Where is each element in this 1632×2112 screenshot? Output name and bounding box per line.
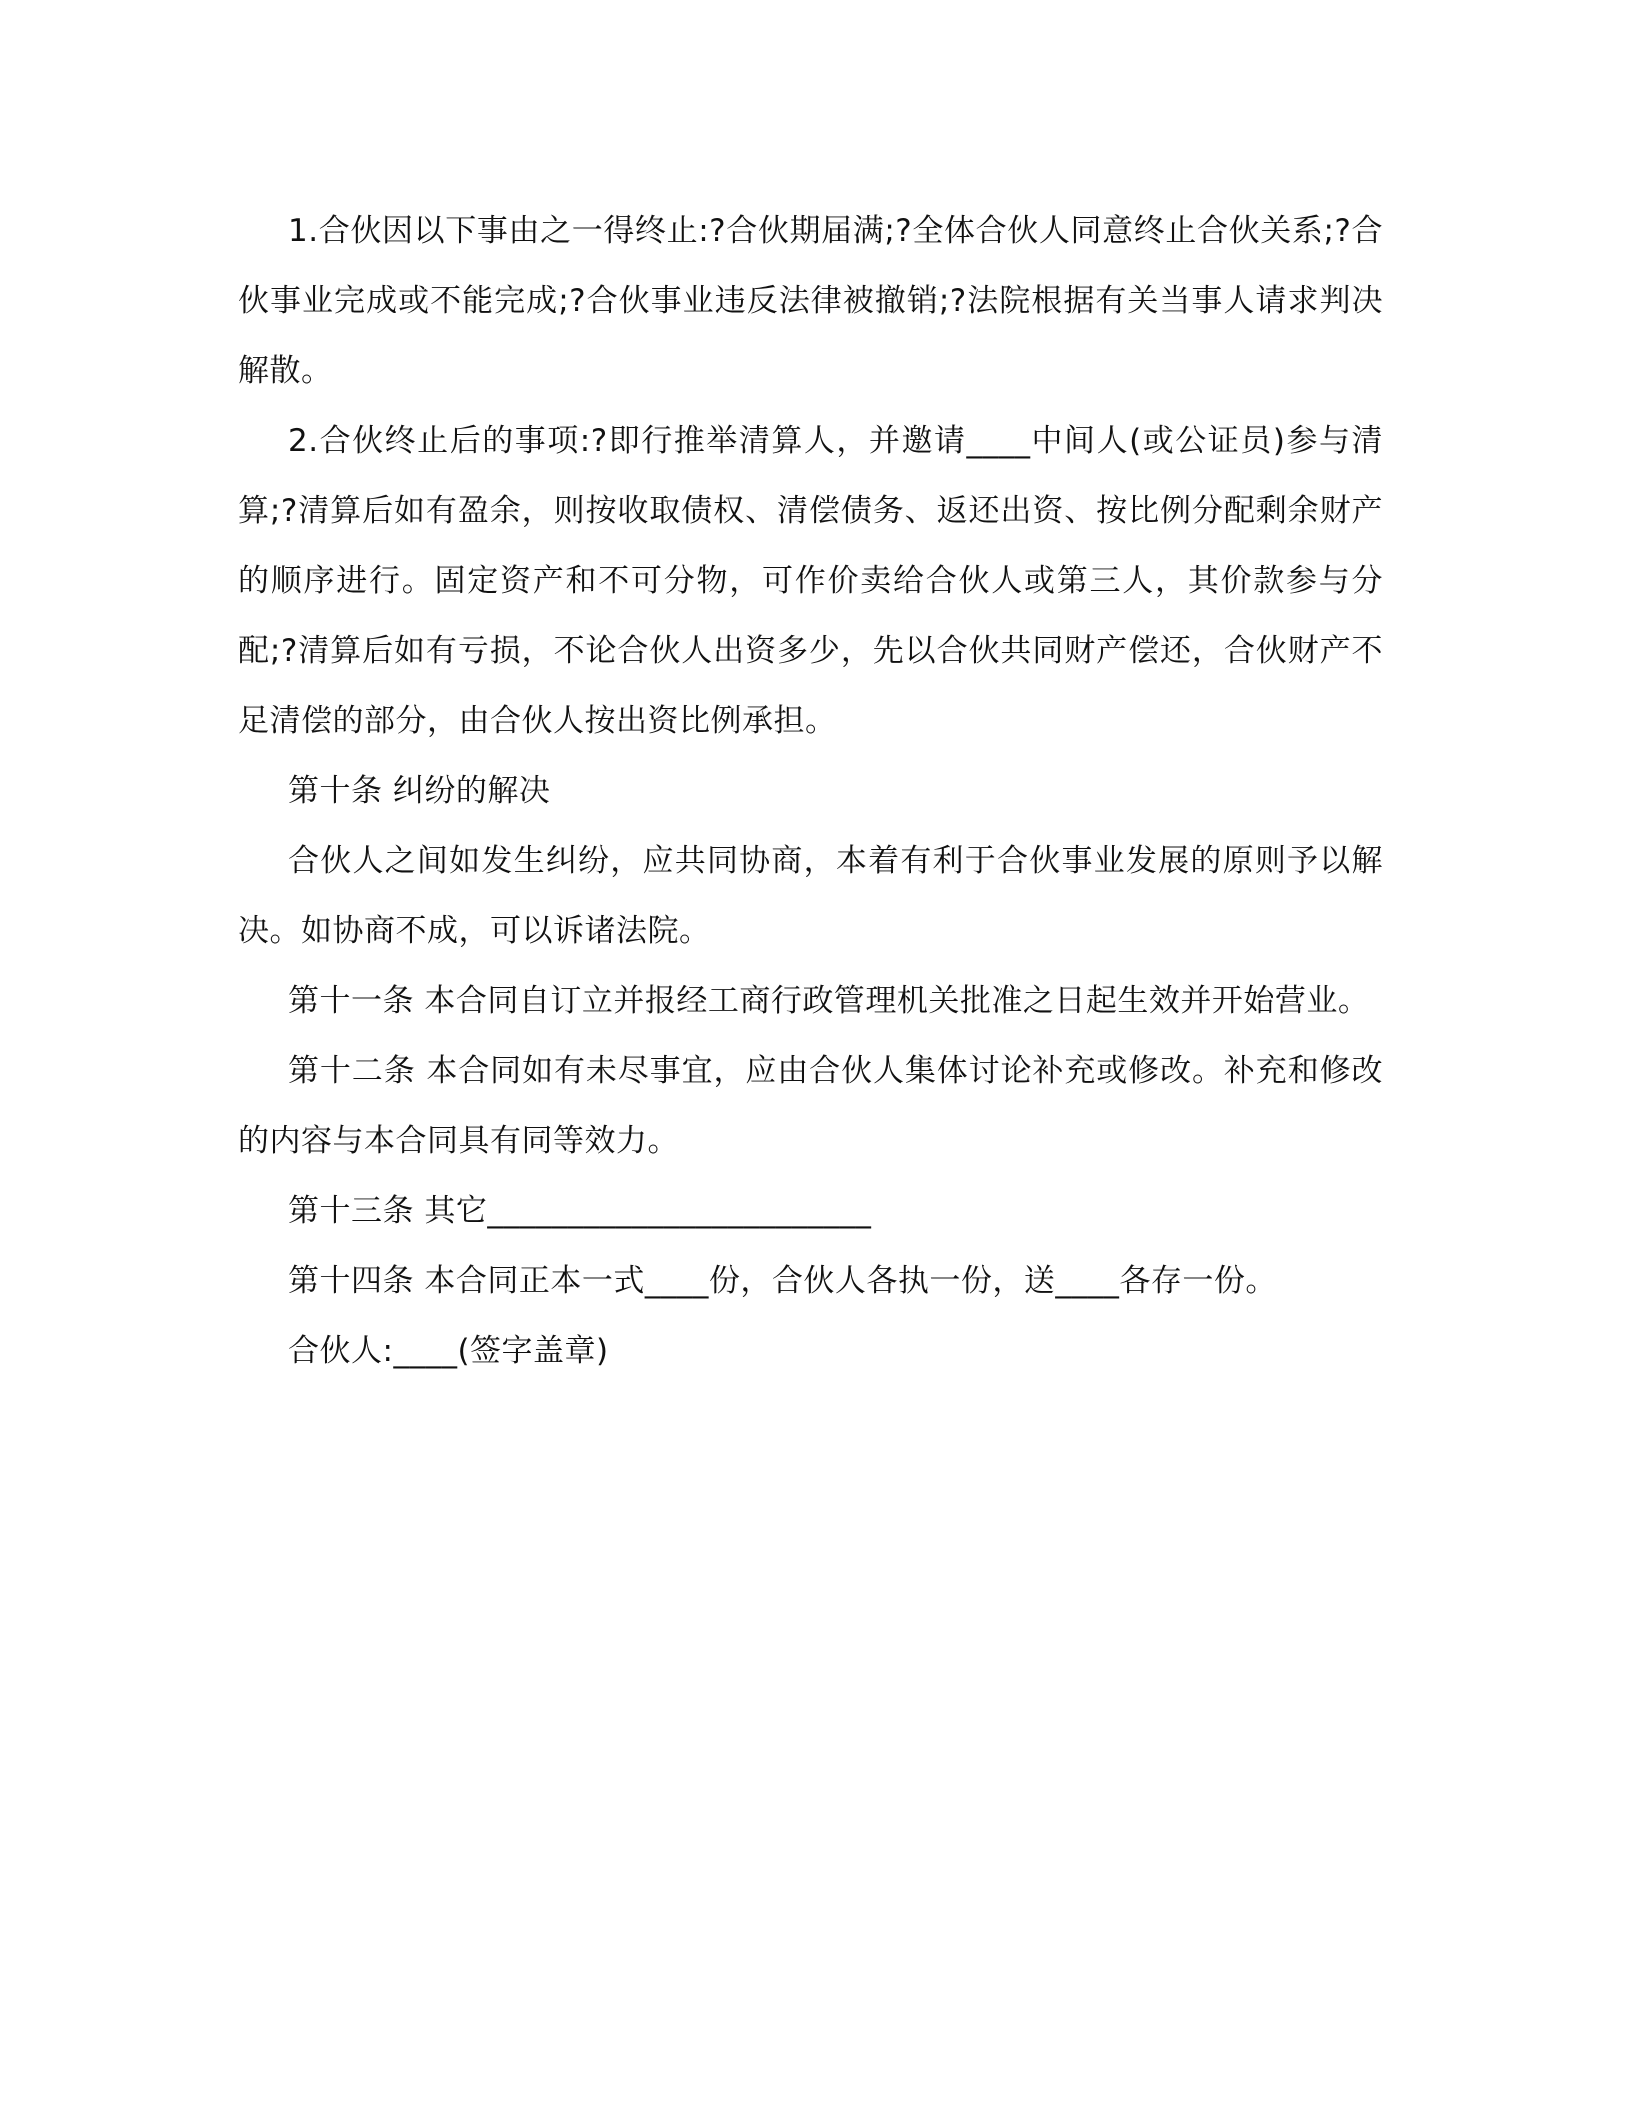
- article-12: 第十二条 本合同如有未尽事宜，应由合伙人集体讨论补充或修改。补充和修改的内容与本合同具有同等效力。: [238, 1053, 1383, 1159]
- article-13: 第十三条 其它________________________: [288, 1193, 872, 1229]
- paragraph-termination-causes: 1.合伙因以下事由之一得终止:?合伙期届满;?全体合伙人同意终止合伙关系;?合伙事业完成或不能完成;?合伙事业违反法律被撤销;?法院根据有关当事人请求判决解散。: [238, 213, 1383, 389]
- article-10-heading: 第十条 纠纷的解决: [288, 773, 551, 809]
- paragraph-dispute-resolution: 合伙人之间如发生纠纷，应共同协商，本着有利于合伙事业发展的原则予以解决。如协商不成，可以诉诸法院。: [238, 843, 1383, 949]
- partner-signature-line: 合伙人:____(签字盖章): [288, 1333, 609, 1369]
- document-page: [238, 196, 1383, 1386]
- paragraph-post-termination: 2.合伙终止后的事项:?即行推举清算人，并邀请____中间人(或公证员)参与清算;?清算后如有盈余，则按收取债权、清偿债务、返还出资、按比例分配剩余财产的顺序进行。固定资产和不可分物，可作价卖给合伙人或第三人，其价款参与分配;?清算后如有亏损，不论合伙人出资多少，先以合伙共同财产偿还，合伙财产不足清偿的部分，由合伙人按出资比例承担。: [238, 423, 1383, 739]
- article-11: 第十一条 本合同自订立并报经工商行政管理机关批准之日起生效并开始营业。: [288, 983, 1370, 1019]
- article-14: 第十四条 本合同正本一式____份，合伙人各执一份，送____各存一份。: [288, 1263, 1277, 1299]
